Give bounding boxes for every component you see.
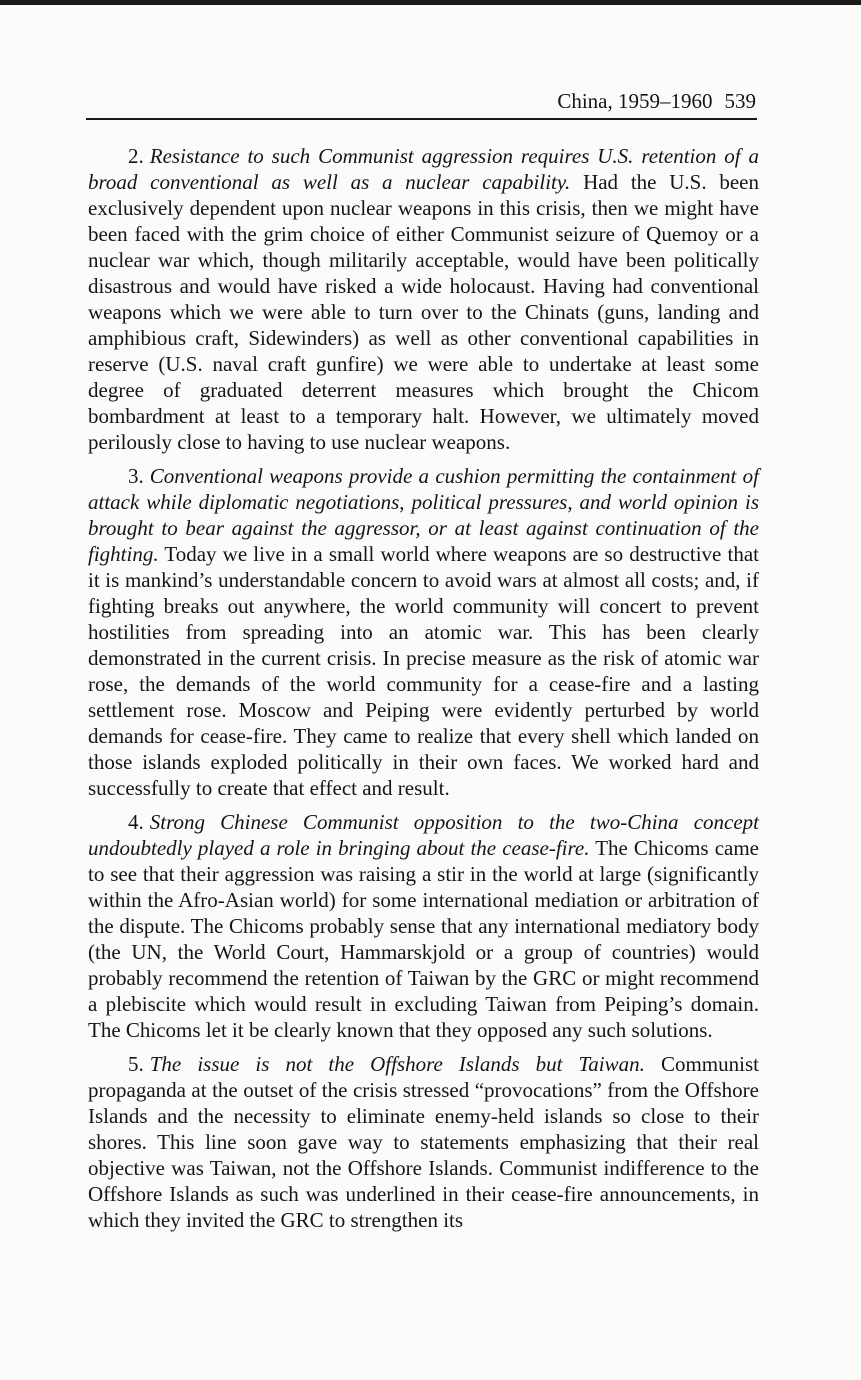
paragraph-4 (88, 809, 759, 1043)
paragraph-3 (88, 463, 759, 801)
paragraph-lead: Conventional weapons provide a cushion permitting the containment of attack while diplomatic negotiations, political pressures, and world opinion is brought to bear against the aggressor, or at least against continuation of the fighting. (88, 464, 759, 566)
paragraph-number: 5. (128, 1052, 144, 1076)
paragraph-number: 4. (128, 810, 144, 834)
paragraph-2 (88, 143, 759, 455)
paragraph-text: Had the U.S. been exclusively dependent upon nuclear weapons in this crisis, then we might have been faced with the grim choice of either Communist seizure of Quemoy or a nuclear war which, though militarily acceptable, would have been politically disastrous and would have risked a wide holocaust. Having had conventional weapons which we were able to turn over to the Chinats (guns, landing and amphibious craft, Sidewinders) as well as other conventional capabilities in reserve (U.S. naval craft gunfire) we were able to undertake at least some degree of graduated deterrent measures which brought the Chicom bombardment at least to a temporary halt. However, we ultimately moved perilously close to having to use nuclear weapons. (88, 170, 759, 454)
paragraph-text: Today we live in a small world where weapons are so destructive that it is mankind’s understandable concern to avoid wars at almost all costs; and, if fighting breaks out anywhere, the world community will concert to prevent hostilities from spreading into an atomic war. This has been clearly demonstrated in the current crisis. In precise measure as the risk of atomic war rose, the demands of the world community for a cease-fire and a lasting settlement rose. Moscow and Peiping were evidently perturbed by world demands for cease-fire. They came to realize that every shell which landed on those islands exploded politically in their own faces. We worked hard and successfully to create that effect and result. (88, 542, 759, 800)
running-title: China, 1959–1960 (557, 89, 713, 113)
paragraph-lead: The issue is not the Offshore Islands but Taiwan. (149, 1052, 645, 1076)
running-header (88, 88, 756, 114)
page-top-edge (0, 0, 861, 5)
paragraph-text: The Chicoms came to see that their aggression was raising a stir in the world at large (significantly within the Afro-Asian world) for some international mediation or arbitration of the dispute. The Chicoms probably sense that any international mediatory body (the UN, the World Court, Hammarskjold or a group of countries) would probably recommend the retention of Taiwan by the GRC or might recommend a plebiscite which would result in excluding Taiwan from Peiping’s domain. The Chicoms let it be clearly known that they opposed any such solutions. (88, 836, 759, 1042)
paragraph-lead: Resistance to such Communist aggression requires U.S. retention of a broad conventional as well as a nuclear capability. (88, 144, 759, 194)
paragraph-lead: Strong Chinese Communist opposition to the two-China concept undoubtedly played a role in bringing about the cease-fire. (88, 810, 759, 860)
paragraph-number: 2. (128, 144, 144, 168)
page-body (88, 143, 759, 1241)
header-rule (86, 118, 757, 120)
paragraph-text: Communist propaganda at the outset of the crisis stressed “provocations” from the Offshore Islands and the necessity to eliminate enemy-held islands so close to their shores. This line soon gave way to statements emphasizing that their real objective was Taiwan, not the Offshore Islands. Communist indifference to the Offshore Islands as such was underlined in their cease-fire announcements, in which they invited the GRC to strengthen its (88, 1052, 759, 1232)
paragraph-5 (88, 1051, 759, 1233)
page-number: 539 (724, 89, 756, 113)
paragraph-number: 3. (128, 464, 144, 488)
